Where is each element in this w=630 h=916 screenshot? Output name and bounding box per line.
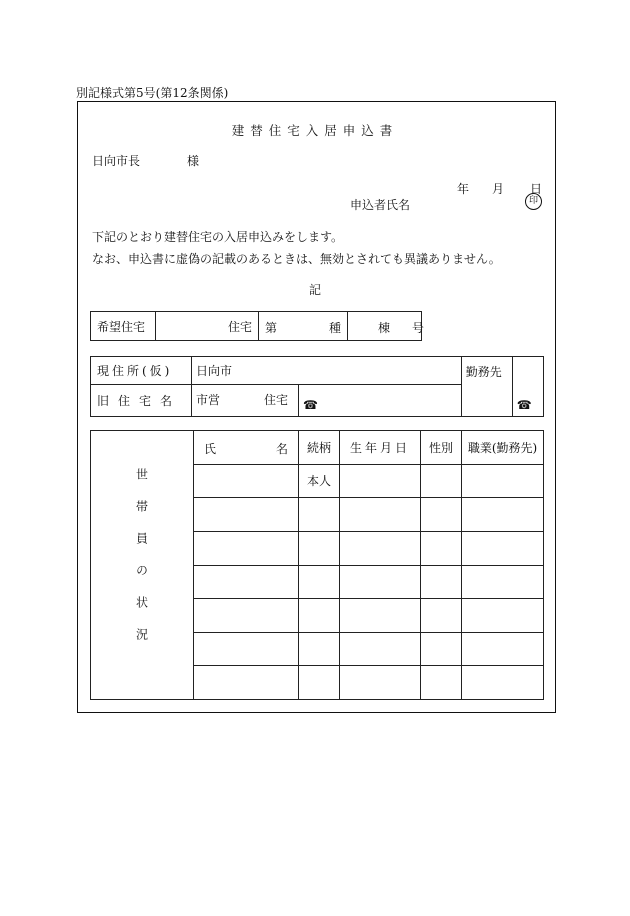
- desired-housing-table: [90, 311, 425, 341]
- building-field: [348, 312, 425, 341]
- dai-label: 第: [265, 321, 278, 335]
- old-housing-value: 市営: [196, 393, 221, 407]
- old-housing-label: 旧住宅名: [91, 385, 192, 417]
- workplace-label: 勤務先: [465, 365, 502, 379]
- workplace-label-cell: [461, 357, 512, 417]
- desired-housing-label: 希望住宅: [91, 312, 156, 341]
- ki-heading: 記: [308, 283, 321, 297]
- header-dob: 生年月日: [340, 431, 421, 465]
- body-line-1: 下記のとおり建替住宅の入居申込みをします。: [92, 230, 344, 244]
- telephone-icon: ☎: [303, 398, 318, 412]
- header-relation: 続柄: [299, 431, 340, 465]
- seal-mark: [525, 193, 542, 210]
- current-address-label: 現住所(仮): [91, 357, 192, 385]
- header-name-b: 名: [276, 442, 289, 456]
- household-table: [90, 430, 544, 700]
- form-number-note: 別記様式第5号(第12条関係): [76, 86, 229, 100]
- old-housing-field: [192, 385, 299, 417]
- current-address-field: [192, 357, 462, 385]
- type-field: [259, 312, 348, 341]
- date-year: 年: [457, 182, 470, 196]
- honorific: 様: [187, 154, 200, 168]
- shu-label: 種: [329, 321, 342, 335]
- date-day: 日: [530, 182, 543, 196]
- to-label: 棟: [378, 321, 391, 335]
- seal-text: 印: [528, 196, 538, 206]
- relation-self: 本人: [299, 464, 340, 498]
- addressee: 日向市長: [92, 154, 141, 168]
- old-housing-tel: [299, 385, 462, 417]
- desired-housing-field: [156, 312, 259, 341]
- telephone-icon: ☎: [516, 398, 532, 412]
- housing-suffix: 住宅: [227, 319, 252, 334]
- header-sex: 性別: [421, 431, 462, 465]
- workplace-field: [512, 357, 543, 417]
- body-line-2: なお、申込書に虚偽の記載のあるときは、無効とされても異議ありません。: [92, 252, 501, 266]
- header-name-a: 氏: [204, 442, 217, 456]
- form-title: 建替住宅入居申込書: [231, 123, 399, 138]
- residence-table: [90, 356, 544, 417]
- header-name: [194, 431, 299, 465]
- current-address-value: 日向市: [196, 364, 233, 378]
- date-month: 月: [492, 182, 505, 196]
- header-occupation: 職業(勤務先): [462, 431, 544, 465]
- old-housing-suffix: 住宅: [264, 393, 289, 407]
- applicant-name-label: 申込者氏名: [350, 198, 411, 212]
- go-label: 号: [412, 321, 425, 335]
- household-side-label: 世帯員の状況: [134, 467, 149, 660]
- household-side-label-cell: [91, 431, 194, 700]
